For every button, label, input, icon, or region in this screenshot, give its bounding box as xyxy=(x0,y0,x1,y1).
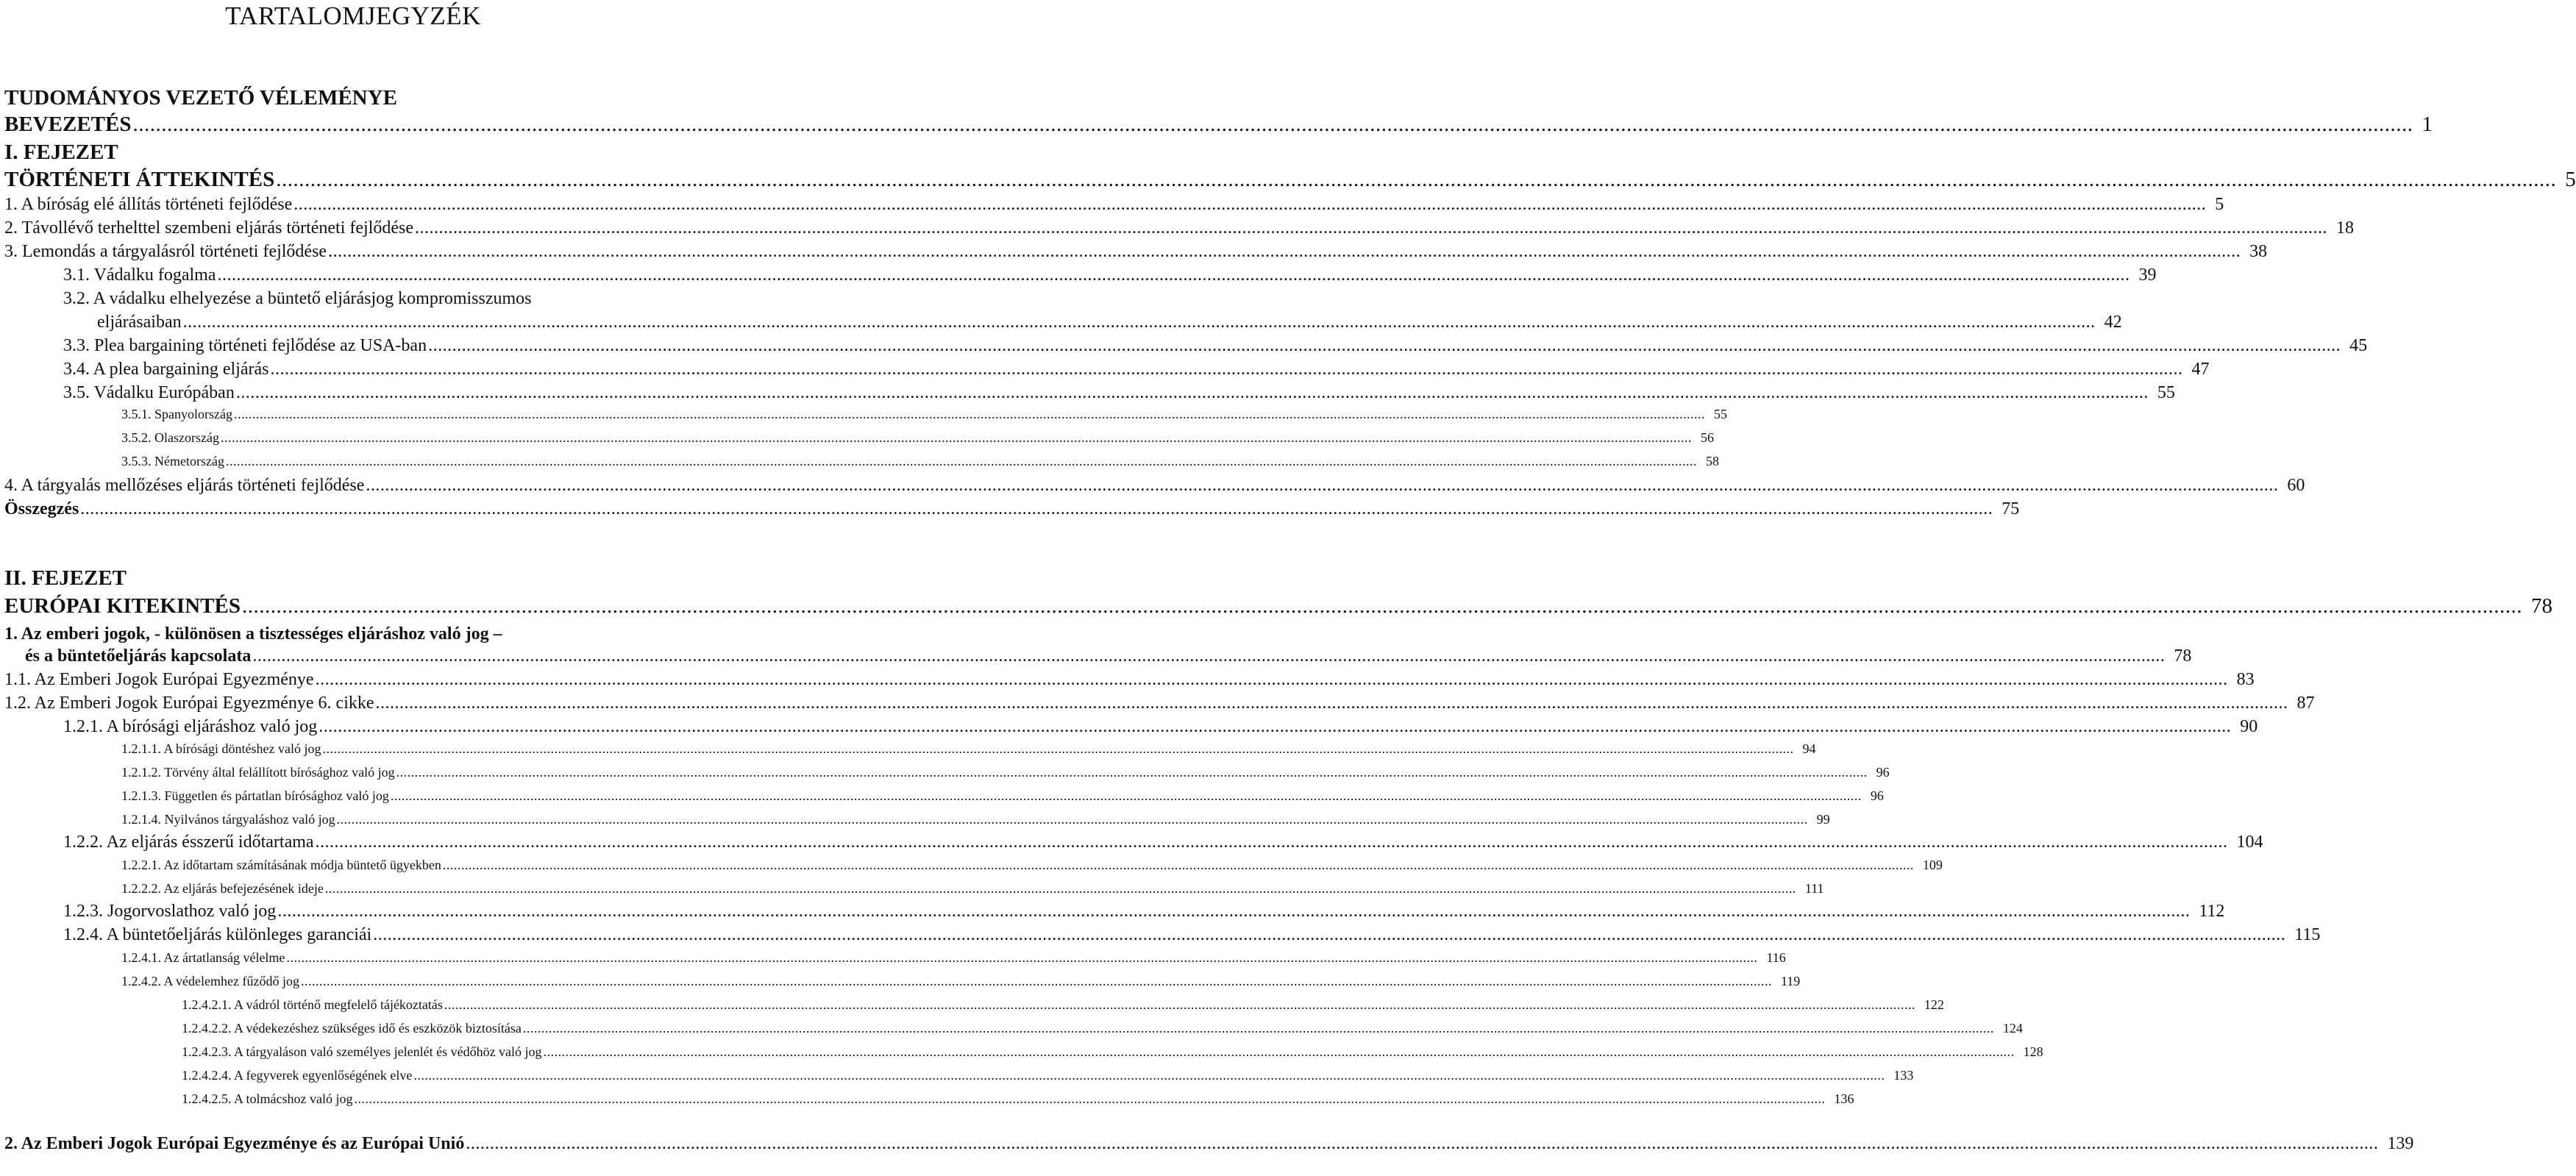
toc-page-number: 116 xyxy=(1766,950,1786,965)
toc-entry-title: és a büntetőeljárás kapcsolata xyxy=(25,646,252,666)
toc-leader-dots: ................................................................................................................................................................................................................................................................................................................................................................................................................ xyxy=(396,765,1868,780)
toc-page-number: 109 xyxy=(1922,858,1943,872)
toc-entry xyxy=(121,812,1830,827)
toc-leader-dots: ................................................................................................................................................................................................................................................................................................................................................................................................................ xyxy=(270,360,2183,379)
toc-entry-title: 4. A tárgyalás mellőzéses eljárás történeti fejlődése xyxy=(4,476,365,495)
toc-leader-dots: ................................................................................................................................................................................................................................................................................................................................................................................................................ xyxy=(415,218,2328,238)
toc-leader-dots: ................................................................................................................................................................................................................................................................................................................................................................................................................ xyxy=(235,383,2149,402)
toc-page-number: 5 xyxy=(2565,168,2576,191)
toc-leader-dots: ................................................................................................................................................................................................................................................................................................................................................................................................................ xyxy=(522,1021,1994,1036)
toc-entry-title: 3.3. Plea bargaining történeti fejlődése az USA-ban xyxy=(63,336,427,355)
toc-page-number: 39 xyxy=(2138,266,2157,285)
toc-entry xyxy=(121,407,1727,422)
toc-entry-title: 1.2.2.2. Az eljárás befejezésének ideje xyxy=(121,881,324,896)
toc-entry xyxy=(4,168,2576,192)
toc-page-number: 119 xyxy=(1780,974,1801,988)
toc-leader-dots: ................................................................................................................................................................................................................................................................................................................................................................................................................ xyxy=(366,476,2279,495)
toc-entry-title: 3.1. Vádalku fogalma xyxy=(63,266,216,285)
toc-entry xyxy=(121,741,1816,757)
toc-leader-dots: ................................................................................................................................................................................................................................................................................................................................................................................................................ xyxy=(328,242,2241,261)
toc-page-number: 96 xyxy=(1870,788,1884,803)
toc-page-number: 133 xyxy=(1893,1068,1914,1083)
toc-entry xyxy=(4,499,2020,519)
toc-entry xyxy=(182,1021,2023,1036)
toc-entry-title: 1.2.1.3. Független és pártatlan bírósághoz való jog xyxy=(121,788,389,803)
toc-entry xyxy=(63,833,2263,852)
toc-entry-title: 1.2.4.2.2. A védekezéshez szükséges idő és eszközök biztosítása xyxy=(182,1021,522,1036)
toc-leader-dots: ................................................................................................................................................................................................................................................................................................................................................................................................................ xyxy=(354,1091,1826,1106)
toc-entry xyxy=(63,383,2175,403)
toc-entry xyxy=(4,694,2315,713)
toc-page-number: 87 xyxy=(2296,694,2315,713)
toc-page-number: 115 xyxy=(2294,925,2321,944)
toc-page-number: 139 xyxy=(2387,1134,2414,1153)
toc-leader-dots: ................................................................................................................................................................................................................................................................................................................................................................................................................ xyxy=(286,950,1758,965)
toc-entry-title: 1.2.4.2. A védelemhez fűződő jog xyxy=(121,974,299,988)
toc-entry-title: 1.2.4.2.5. A tolmácshoz való jog xyxy=(182,1091,353,1106)
toc-entry-title: 1.2.1.1. A bírósági döntéshez való jog xyxy=(121,741,321,756)
toc-entry xyxy=(4,670,2255,690)
toc-leader-dots: ................................................................................................................................................................................................................................................................................................................................................................................................................ xyxy=(225,454,1697,468)
toc-page-number: 18 xyxy=(2336,218,2355,238)
toc-page-number: 56 xyxy=(1700,430,1714,445)
toc-entry-title: 3. Lemondás a tárgyalásról történeti fejlődése xyxy=(4,242,327,261)
toc-entry xyxy=(97,313,2122,332)
toc-entry-title: 3.5.1. Spanyolország xyxy=(121,407,232,421)
toc-entry xyxy=(63,902,2225,922)
toc-entry xyxy=(4,1134,2414,1154)
toc-entry xyxy=(4,242,2268,262)
toc-leader-dots: ................................................................................................................................................................................................................................................................................................................................................................................................................ xyxy=(543,1044,2015,1059)
toc-page-number: 124 xyxy=(2002,1021,2023,1036)
toc-entry xyxy=(4,594,2552,619)
toc-leader-dots: ................................................................................................................................................................................................................................................................................................................................................................................................................ xyxy=(336,812,1808,827)
toc-entry-title: 1.2.2.1. Az időtartam számításának módja büntető ügyekben xyxy=(121,858,441,872)
toc-page-number: 111 xyxy=(1804,881,1824,896)
toc-entry-title: 2. Távollévő terhelttel szembeni eljárás történeti fejlődése xyxy=(4,218,414,238)
toc-leader-dots: ................................................................................................................................................................................................................................................................................................................................................................................................................ xyxy=(252,646,2166,666)
toc-page-number: 112 xyxy=(2199,902,2225,921)
toc-page-number: 60 xyxy=(2287,476,2305,495)
toc-entry-title: Összegzés xyxy=(4,499,79,518)
toc-entry-title: 1.2.2. Az eljárás ésszerű időtartama xyxy=(63,833,314,852)
toc-entry-title: 1.2.1.2. Törvény által felállított bírósághoz való jog xyxy=(121,765,395,780)
toc-page-number: 55 xyxy=(1713,407,1727,421)
toc-entry-title: 1.2.3. Jogorvoslathoz való jog xyxy=(63,902,277,921)
toc-entry xyxy=(121,765,1890,780)
toc-leader-dots: ................................................................................................................................................................................................................................................................................................................................................................................................................ xyxy=(233,407,1705,421)
toc-entry-title: TÖRTÉNETI ÁTTEKINTÉS xyxy=(4,168,275,191)
toc-page-number: 83 xyxy=(2236,670,2255,689)
toc-leader-dots: ................................................................................................................................................................................................................................................................................................................................................................................................................ xyxy=(319,717,2232,736)
toc-page-number: 58 xyxy=(1705,454,1719,468)
toc-entry-title: 1.2. Az Emberi Jogok Európai Egyezménye 6. cikke xyxy=(4,694,374,713)
toc-entry-title: 1.2.4.1. Az ártatlanság vélelme xyxy=(121,950,285,965)
toc-leader-dots: ................................................................................................................................................................................................................................................................................................................................................................................................................ xyxy=(466,1134,2379,1153)
toc-entry xyxy=(4,476,2305,496)
toc-page-number: 38 xyxy=(2249,242,2268,261)
toc-entry xyxy=(182,1068,1914,1083)
toc-leader-dots: ................................................................................................................................................................................................................................................................................................................................................................................................................ xyxy=(276,168,2557,191)
toc-entry xyxy=(63,289,702,309)
toc-entry xyxy=(63,360,2210,379)
toc-entry-title: 1.2.4. A büntetőeljárás különleges garanciái xyxy=(63,925,372,944)
toc-entry-title: 3.5.2. Olaszország xyxy=(121,430,219,445)
toc-entry-title: eljárásaiban xyxy=(97,313,182,332)
toc-leader-dots: ................................................................................................................................................................................................................................................................................................................................................................................................................ xyxy=(390,788,1862,803)
toc-leader-dots: ................................................................................................................................................................................................................................................................................................................................................................................................................ xyxy=(277,902,2191,921)
toc-entry xyxy=(121,858,1943,873)
toc-entry-title: 2. Az Emberi Jogok Európai Egyezménye és az Európai Unió xyxy=(4,1134,465,1153)
toc-entry-title: 1.2.4.2.3. A tárgyaláson való személyes jelenlét és védőhöz való jog xyxy=(182,1044,542,1059)
toc-leader-dots: ................................................................................................................................................................................................................................................................................................................................................................................................................ xyxy=(293,195,2207,214)
toc-leader-dots: ................................................................................................................................................................................................................................................................................................................................................................................................................ xyxy=(413,1068,1885,1083)
toc-leader-dots: ................................................................................................................................................................................................................................................................................................................................................................................................................ xyxy=(373,925,2286,944)
toc-entry-title: TUDOMÁNYOS VEZETŐ VÉLEMÉNYE xyxy=(4,86,397,110)
toc-entry-title: 1.1. Az Emberi Jogok Európai Egyezménye xyxy=(4,670,314,689)
toc-entry-title: 3.5. Vádalku Európában xyxy=(63,383,235,402)
toc-entry-title: 1.2.4.2.4. A fegyverek egyenlőségének elve xyxy=(182,1068,413,1083)
toc-leader-dots: ................................................................................................................................................................................................................................................................................................................................................................................................................ xyxy=(375,694,2288,713)
toc-entry xyxy=(63,925,2321,945)
toc-leader-dots: ................................................................................................................................................................................................................................................................................................................................................................................................................ xyxy=(300,974,1772,988)
toc-page-number: 104 xyxy=(2236,833,2263,852)
toc-leader-dots: ................................................................................................................................................................................................................................................................................................................................................................................................................ xyxy=(132,113,2413,136)
toc-entry xyxy=(4,195,2224,215)
toc-page-number: 45 xyxy=(2349,336,2368,355)
toc-page-number: 78 xyxy=(2530,594,2552,618)
toc-page-number: 78 xyxy=(2174,646,2192,666)
toc-entry xyxy=(4,140,702,165)
toc-leader-dots: ................................................................................................................................................................................................................................................................................................................................................................................................................ xyxy=(315,833,2228,852)
toc-entry xyxy=(4,113,2433,137)
toc-entry-title: EURÓPAI KITEKINTÉS xyxy=(4,594,241,618)
toc-leader-dots: ................................................................................................................................................................................................................................................................................................................................................................................................................ xyxy=(428,336,2341,355)
toc-entry xyxy=(4,566,702,591)
toc-entry-title: 1. A bíróság elé állítás történeti fejlődése xyxy=(4,195,293,214)
toc-leader-dots: ................................................................................................................................................................................................................................................................................................................................................................................................................ xyxy=(80,499,1993,518)
toc-page-number: 99 xyxy=(1816,812,1830,827)
toc-entry xyxy=(182,997,1944,1013)
toc-page-number: 75 xyxy=(2002,499,2020,518)
toc-page-number: 128 xyxy=(2023,1044,2043,1059)
toc-entry xyxy=(63,336,2368,356)
toc-page-number: 55 xyxy=(2157,383,2175,402)
toc-entry-title: 1.2.1.4. Nyilvános tárgyaláshoz való jog xyxy=(121,812,335,827)
toc-page-number: 42 xyxy=(2104,313,2122,332)
toc-leader-dots: ................................................................................................................................................................................................................................................................................................................................................................................................................ xyxy=(324,881,1796,896)
toc-leader-dots: ................................................................................................................................................................................................................................................................................................................................................................................................................ xyxy=(217,266,2130,285)
toc-entry xyxy=(121,950,1786,966)
toc-entry xyxy=(4,86,702,110)
toc-entry xyxy=(121,430,1714,446)
toc-entry xyxy=(63,717,2258,737)
toc-entry-title: 1. Az emberi jogok, - különösen a tisztességes eljáráshoz való jog – xyxy=(4,624,502,644)
toc-leader-dots: ................................................................................................................................................................................................................................................................................................................................................................................................................ xyxy=(315,670,2228,689)
toc-entry-title: 1.2.4.2.1. A vádról történő megfelelő tájékoztatás xyxy=(182,997,443,1012)
toc-leader-dots: ................................................................................................................................................................................................................................................................................................................................................................................................................ xyxy=(220,430,1692,445)
toc-entry xyxy=(182,1091,1854,1107)
toc-entry xyxy=(121,454,1719,469)
toc-leader-dots: ................................................................................................................................................................................................................................................................................................................................................................................................................ xyxy=(444,997,1915,1012)
toc-page-number: 47 xyxy=(2191,360,2210,379)
toc-page-number: 90 xyxy=(2240,717,2258,736)
toc-entry xyxy=(121,881,1824,897)
toc-entry xyxy=(63,266,2157,285)
toc-leader-dots: ................................................................................................................................................................................................................................................................................................................................................................................................................ xyxy=(322,741,1794,756)
toc-page-number: 1 xyxy=(2422,113,2433,136)
toc-entry xyxy=(25,646,2192,666)
toc-page-number: 122 xyxy=(1924,997,1944,1012)
toc-page-number: 5 xyxy=(2215,195,2224,214)
toc-entry xyxy=(4,218,2355,238)
toc-page-number: 96 xyxy=(1876,765,1890,780)
toc-entry-title: 3.4. A plea bargaining eljárás xyxy=(63,360,269,379)
toc-entry-title: II. FEJEZET xyxy=(4,566,127,590)
page-title: TARTALOMJEGYZÉK xyxy=(225,1,481,30)
toc-leader-dots: ................................................................................................................................................................................................................................................................................................................................................................................................................ xyxy=(182,313,2096,332)
toc-entry xyxy=(182,1044,2043,1060)
toc-leader-dots: ................................................................................................................................................................................................................................................................................................................................................................................................................ xyxy=(241,594,2522,618)
toc-leader-dots: ................................................................................................................................................................................................................................................................................................................................................................................................................ xyxy=(442,858,1914,872)
toc-entry xyxy=(121,788,1884,804)
toc-entry xyxy=(121,974,1801,989)
toc-entry-title: I. FEJEZET xyxy=(4,140,118,164)
toc-entry-title: BEVEZETÉS xyxy=(4,113,132,136)
toc-page-number: 94 xyxy=(1802,741,1816,756)
toc-entry xyxy=(4,624,702,644)
toc-entry-title: 3.5.3. Németország xyxy=(121,454,224,468)
toc-entry-title: 1.2.1. A bírósági eljáráshoz való jog xyxy=(63,717,318,736)
toc-entry-title: 3.2. A vádalku elhelyezése a büntető eljárásjog kompromisszumos xyxy=(63,289,532,308)
toc-page-number: 136 xyxy=(1834,1091,1854,1106)
